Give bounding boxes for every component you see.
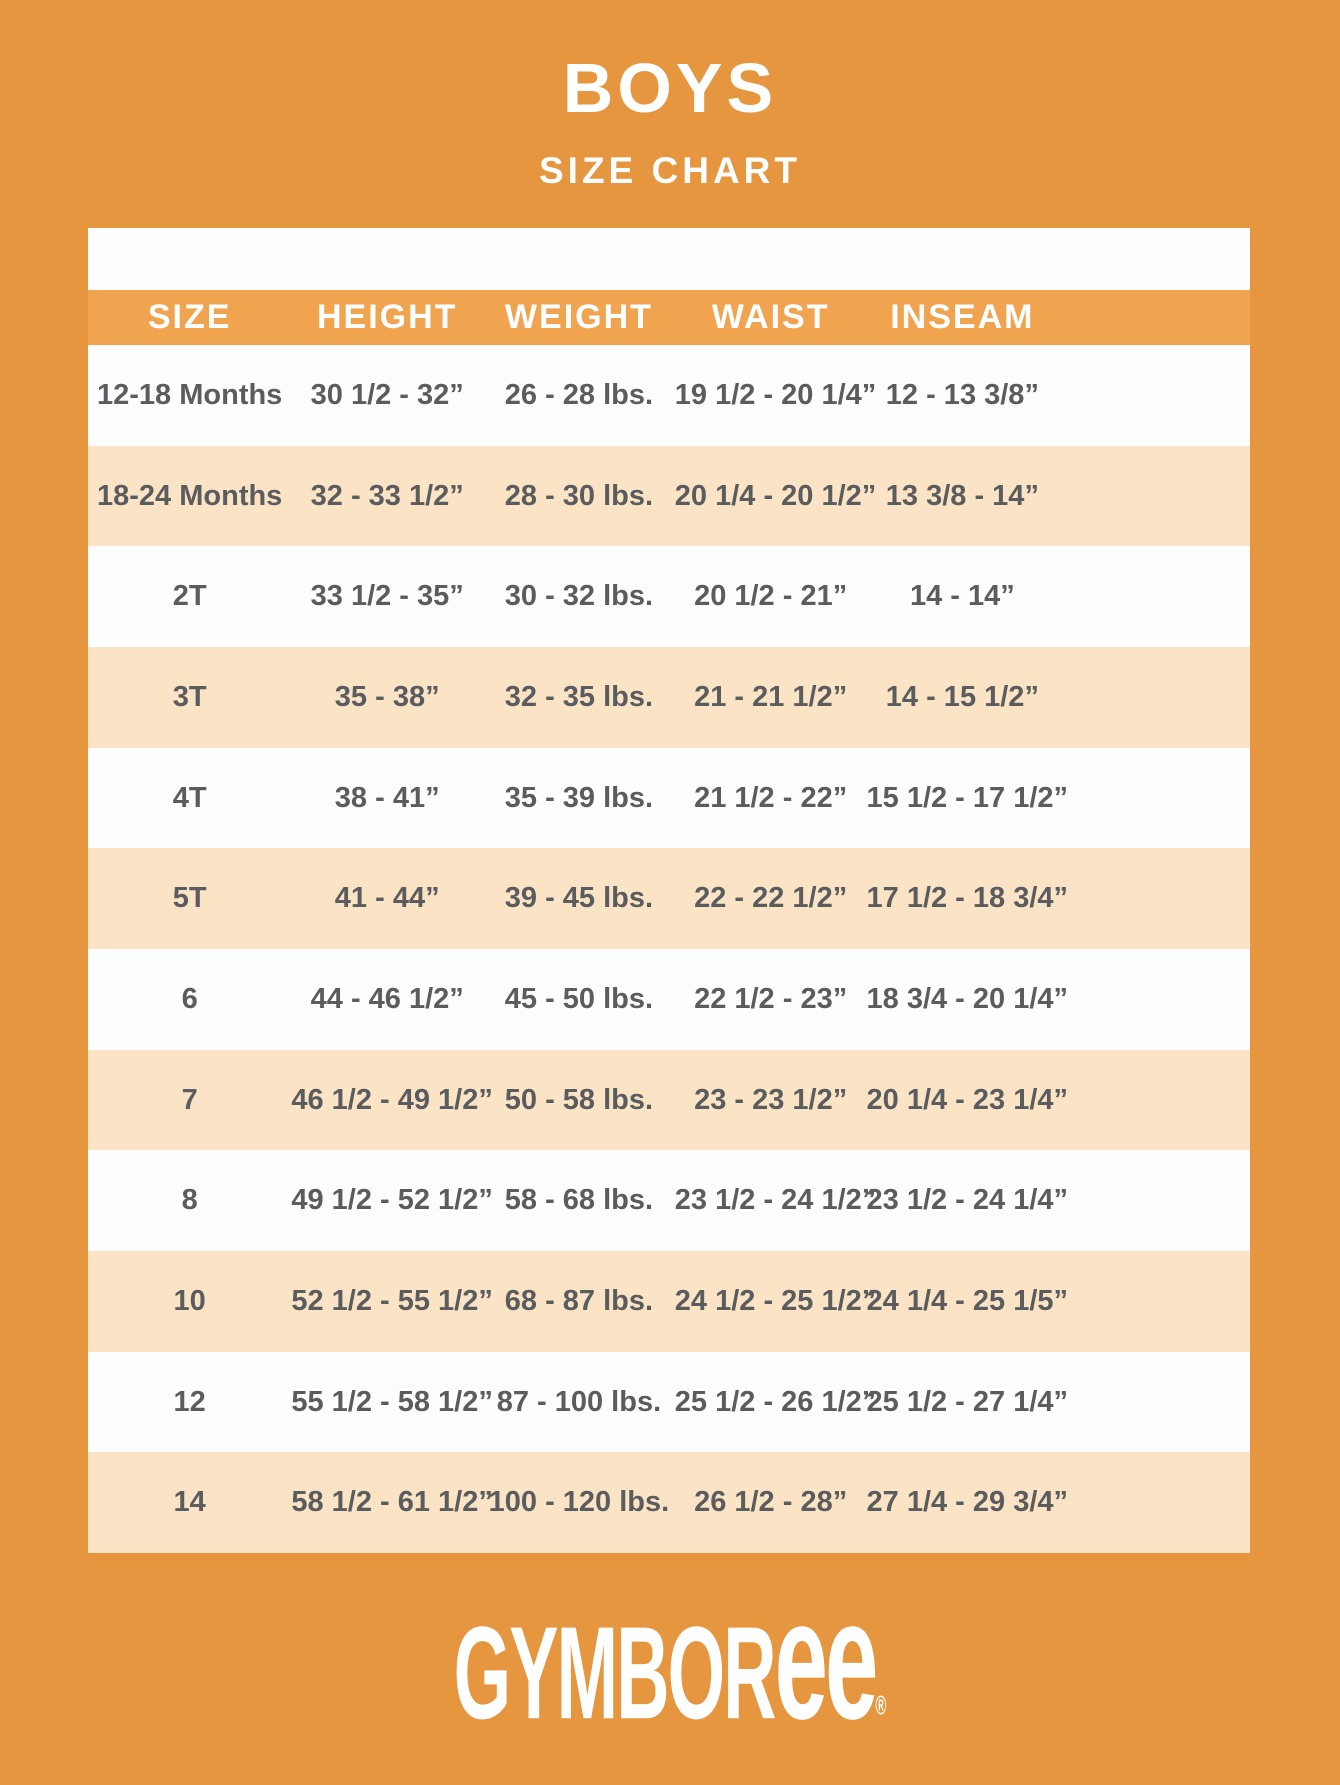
table-header-row <box>88 290 1250 345</box>
table-cell: 45 - 50 lbs. <box>504 982 654 1015</box>
column-header-size: SIZE <box>147 298 232 336</box>
table-cell: 50 - 58 lbs. <box>504 1083 654 1116</box>
size-chart-table <box>88 228 1250 1553</box>
table-cell: 14 - 14” <box>909 580 1015 613</box>
table-cell: 24 1/4 - 25 1/5” <box>866 1284 1069 1317</box>
table-cell: 14 - 15 1/2” <box>885 680 1039 713</box>
table-row <box>88 1050 1250 1151</box>
table-cell: 18 3/4 - 20 1/4” <box>866 982 1069 1015</box>
table-cell: 7 <box>181 1083 198 1116</box>
table-cell: 41 - 44” <box>334 882 440 915</box>
table-cell: 30 - 32 lbs. <box>504 580 654 613</box>
table-cell: 100 - 120 lbs. <box>488 1486 670 1519</box>
table-cell: 12-18 Months <box>97 378 283 411</box>
table-cell: 38 - 41” <box>334 781 440 814</box>
table-cell: 15 1/2 - 17 1/2” <box>866 781 1069 814</box>
column-header-inseam: INSEAM <box>890 298 1035 336</box>
table-cell: 20 1/4 - 23 1/4” <box>866 1083 1069 1116</box>
table-cell: 28 - 30 lbs. <box>504 479 654 512</box>
table-cell: 13 3/8 - 14” <box>885 479 1039 512</box>
table-cell: 23 - 23 1/2” <box>694 1083 848 1116</box>
table-row <box>88 546 1250 647</box>
table-row <box>88 1150 1250 1251</box>
table-cell: 58 1/2 - 61 1/2” <box>291 1486 493 1519</box>
table-cell: 10 <box>173 1284 206 1317</box>
table-cell: 8 <box>181 1184 198 1217</box>
table-row <box>88 949 1250 1050</box>
table-cell: 20 1/4 - 20 1/2” <box>674 479 877 512</box>
table-cell: 26 - 28 lbs. <box>504 378 654 411</box>
table-cell: 87 - 100 lbs. <box>496 1385 662 1418</box>
table-cell: 25 1/2 - 26 1/2” <box>674 1385 877 1418</box>
page-title: BOYS <box>562 49 778 127</box>
table-cell: 6 <box>181 982 198 1015</box>
table-cell: 20 1/2 - 21” <box>694 580 848 613</box>
column-header-waist: WAIST <box>711 298 830 336</box>
table-cell: 27 1/4 - 29 3/4” <box>866 1486 1069 1519</box>
table-cell: 39 - 45 lbs. <box>504 882 654 915</box>
table-cell: 49 1/2 - 52 1/2” <box>291 1184 493 1217</box>
table-cell: 44 - 46 1/2” <box>310 982 464 1015</box>
table-cell: 32 - 33 1/2” <box>310 479 464 512</box>
table-cell: 4T <box>172 781 207 814</box>
table-cell: 2T <box>172 580 207 613</box>
table-cell: 12 - 13 3/8” <box>885 378 1039 411</box>
table-cell: 68 - 87 lbs. <box>504 1284 654 1317</box>
table-row <box>88 446 1250 547</box>
table-body <box>88 345 1250 1553</box>
table-cell: 55 1/2 - 58 1/2” <box>291 1385 493 1418</box>
table-cell: 23 1/2 - 24 1/2” <box>674 1184 877 1217</box>
table-row <box>88 1352 1250 1453</box>
column-header-weight: WEIGHT <box>504 298 653 336</box>
table-cell: 52 1/2 - 55 1/2” <box>291 1284 493 1317</box>
table-row <box>88 848 1250 949</box>
table-cell: 35 - 38” <box>334 680 440 713</box>
table-top-padding <box>88 228 1250 290</box>
table-cell: 24 1/2 - 25 1/2” <box>674 1284 877 1317</box>
column-header-height: HEIGHT <box>316 298 458 336</box>
table-cell: 32 - 35 lbs. <box>504 680 654 713</box>
gymboree-logo <box>0 1565 1340 1756</box>
table-cell: 21 1/2 - 22” <box>694 781 848 814</box>
table-cell: 12 <box>173 1385 206 1418</box>
table-cell: 14 <box>173 1486 206 1519</box>
table-cell: 46 1/2 - 49 1/2” <box>291 1083 493 1116</box>
registered-trademark-icon: ® <box>875 1691 887 1722</box>
table-cell: 18-24 Months <box>97 479 283 512</box>
table-row <box>88 1251 1250 1352</box>
table-row <box>88 345 1250 446</box>
table-cell: 22 1/2 - 23” <box>694 982 848 1015</box>
table-cell: 21 - 21 1/2” <box>694 680 848 713</box>
table-cell: 19 1/2 - 20 1/4” <box>674 378 877 411</box>
table-cell: 25 1/2 - 27 1/4” <box>866 1385 1069 1418</box>
gymboree-logo-text: GYMBORee® <box>453 1565 887 1756</box>
table-row <box>88 1452 1250 1553</box>
table-cell: 5T <box>172 882 207 915</box>
page-subtitle: SIZE CHART <box>539 150 801 191</box>
table-cell: 22 - 22 1/2” <box>694 882 848 915</box>
table-cell: 26 1/2 - 28” <box>694 1486 848 1519</box>
table-cell: 17 1/2 - 18 3/4” <box>866 882 1069 915</box>
table-row <box>88 647 1250 748</box>
table-cell: 30 1/2 - 32” <box>310 378 464 411</box>
table-cell: 23 1/2 - 24 1/4” <box>866 1184 1069 1217</box>
table-cell: 33 1/2 - 35” <box>310 580 464 613</box>
table-cell: 3T <box>172 680 207 713</box>
table-row <box>88 748 1250 849</box>
table-cell: 58 - 68 lbs. <box>504 1184 654 1217</box>
table-cell: 35 - 39 lbs. <box>504 781 654 814</box>
